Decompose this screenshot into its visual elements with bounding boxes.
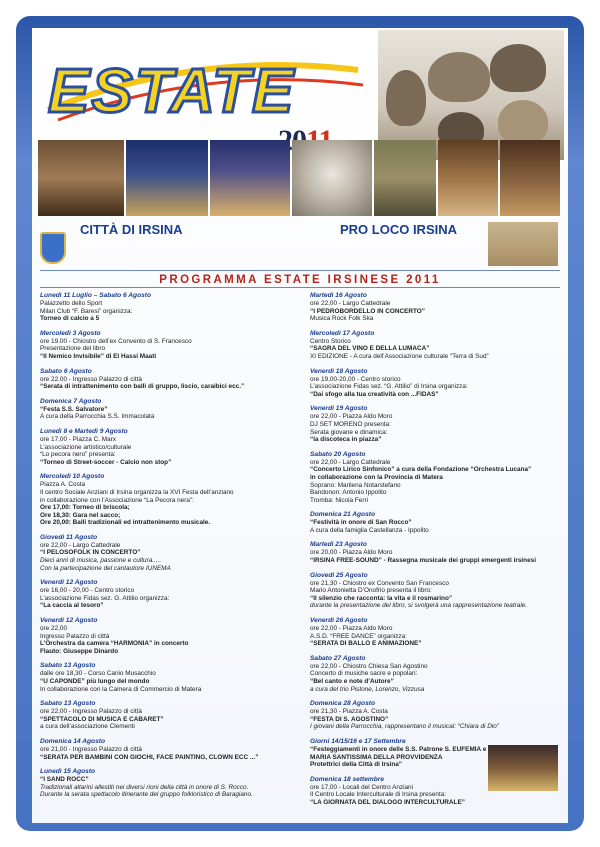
event-entry [310,572,560,610]
event-date: Domenica 21 Agosto [310,511,375,519]
event-line: Durante la serata spettacolo itinerante del gruppo folkloristico di Baragiano. [40,791,253,799]
estate-logo [38,40,368,130]
event-date: Giovedì 25 Agosto [310,571,368,579]
event-line: “La caccia al tesoro” [40,602,104,610]
event-line: “Bel canto e note d’Autore” [310,678,394,685]
event-entry [310,330,560,361]
event-line: “SERATA PER BAMBINI CON GIOCHI, FACE PAINTING, CLOWN ECC ...” [40,753,259,761]
event-date: Martedì 23 Agosto [310,541,367,549]
event-date: Domenica 18 settembre [310,775,385,783]
event-line: Palazzetto dello Sport [40,300,103,307]
event-entry [310,655,560,693]
programme-banner: PROGRAMMA ESTATE IRSINESE 2011 [40,270,560,288]
photo-cathedral-night [210,140,290,216]
event-line: Con la partecipazione del cantautore IUNEMA [40,564,171,572]
event-line: Flauto: Giuseppe Dinardo [40,647,119,655]
event-date: Mercoledì 17 Agosto [310,329,375,337]
event-line: Ore 20,00: Balli tradizionali ed intrattenimento musicale. [40,519,211,527]
event-entry [310,700,560,731]
event-line: ore 22,00 - Chiostro Chiesa San Agostino [310,662,428,670]
event-line: A cura della famiglia Castellanza - Ippolito [310,526,429,534]
event-date: Venerdì 12 Agosto [40,617,98,625]
event-date: Domenica 7 Agosto [40,397,102,405]
photo-stairs [438,140,498,216]
event-line: A.S.D. “FREE DANCE” organizza: [310,632,407,640]
event-line: Centro Storico [310,337,351,345]
event-line: ore 21,30 - Piazza A. Costa [310,708,388,716]
event-line: “I SAND ROCC” [40,776,89,784]
event-line: MARIA SANTISSIMA DELLA PROVVIDENZA [310,753,443,761]
event-line: ore 17,00 - Piazza C. Marx [40,435,117,443]
event-line: “SAGRA DEL VINO E DELLA LUMACA” [310,345,430,353]
event-line: ore 22,00 - Largo Cattedrale [310,300,391,307]
event-date: Lunedì 15 Agosto [40,768,96,776]
event-entry [310,511,560,534]
event-line: “SPETTACOLO DI MUSICA E CABARET” [40,715,164,723]
event-line: “Torneo di Street-soccer - Calcio non stop” [40,458,172,466]
event-line: Ingresso Palazzo di città [40,632,110,640]
event-line: “IRSINA FREE-SOUND” - Rassegna musicale dei gruppi emergenti irsinesi [310,557,536,565]
event-entry [40,292,290,323]
event-line: Piazza A. Costa [40,481,86,489]
event-line: L’associazione artistico/culturale [40,443,132,451]
event-date: Venerdì 19 Agosto [310,405,368,413]
event-entry [40,330,290,361]
event-date: Domenica 28 Agosto [310,700,375,708]
event-date: Venerdì 12 Agosto [40,579,98,587]
event-line: Mario Antonietta D’Onofrio presenta il libro: [310,587,432,595]
event-line: “I PELOSOFOLK IN CONCERTO” [40,549,141,557]
event-line: ore 22,00 - Piazza Aldo Moro [310,625,393,633]
event-line: “Serata di intrattenimento con balli di gruppo, liscio, caraibici ecc.” [40,383,245,391]
event-line: L’associazione Fidas sez. G. Attilio organizza: [40,594,170,602]
event-date: Mercoledì 3 Agosto [40,329,101,337]
event-entry [40,738,290,761]
event-entry [40,368,290,391]
event-date: Sabato 27 Agosto [310,654,366,662]
procession-photo [488,745,558,791]
event-line: ore 20,00 - Piazza Aldo Moro [310,549,393,557]
event-date: Venerdì 18 Agosto [310,367,368,375]
proloco-title: PRO LOCO IRSINA [340,222,458,237]
event-entry [40,662,290,693]
event-line: ore 19,00-20,00 - Centro storico [310,375,401,383]
event-line: A cura della Parrocchia S.S. Immacolata [40,413,155,421]
photo-relief [292,140,372,216]
event-line: “I PEDROBORDELLO IN CONCERTO” [310,307,425,315]
event-line: “Il silenzio che racconta: la vita e il rosmarino” [310,594,453,602]
event-entry [40,700,290,731]
event-line: durante la presentazione del libro, si svolgerà una rappresentazione teatrale. [310,602,528,610]
event-line: Torneo di calcio a 5 [40,315,100,323]
church-photo [488,222,558,266]
event-line: L’Orchestra da camera “HARMONIA” in concerto [40,640,189,648]
event-line: dalle ore 18,30 - Corso Canio Musacchio [40,670,156,678]
event-line: “Dai sfogo alla tua creatività con ...FIDAS” [310,390,439,398]
event-date: Mercoledì 10 Agosto [40,473,105,481]
event-line: Bandonon: Antonio Ippolito [310,489,387,497]
event-line: in collaborazione con l’Associazione “La Pecora nera”: [40,496,194,504]
event-line: “U CAPONDE” più lungo del mondo [40,678,150,685]
event-line: Serata giovane e dinamica: [310,428,388,436]
event-line: “Festa S.S. Salvatore” [40,405,108,413]
event-line: “Festeggiamenti in onore delle S.S. Patrone S. EUFEMIA e [310,745,487,753]
event-line: ore 21,00 - Ingresso Palazzo di città [40,745,142,753]
events-left-column [40,292,290,806]
event-entry [310,541,560,564]
photo-night-street [126,140,208,216]
event-line: DJ SET MORENO presenta: [310,420,391,428]
event-line: Ore 17,00: Torneo di briscola; [40,504,130,512]
logo-text: ESTATE [48,57,296,126]
event-entry [40,428,290,466]
event-date: Sabato 13 Agosto [40,700,96,708]
event-line: Dieci anni di musica, passione e cultura..... [40,557,162,565]
event-line: “Lo pecora nero” presenta: [40,451,116,459]
event-line: ore 22,00 - Ingresso Palazzo di città [40,708,142,716]
event-line: “Il Nemico Invisibile” di El Hassi Maati [40,352,157,360]
event-date: Sabato 13 Agosto [40,662,96,670]
event-line: a cura del trio Pistone, Lorenzo, Vizzusa [310,685,425,693]
event-line: “FESTA DI S. AGOSTINO” [310,715,389,723]
event-entry [310,368,560,399]
event-date: Giovedì 11 Agosto [40,533,98,541]
event-line: ore 22.00 - Ingresso Palazzo di città [40,375,142,383]
event-entry [40,534,290,572]
event-line: Protettrici della Città di Irsina” [310,761,402,769]
event-date: Venerdì 26 Agosto [310,617,368,625]
event-line: XI EDIZIONE - A cura dell’Associazione culturale “Terra di Sud” [310,352,489,360]
event-line: Tradizionali altarini allestiti nei diversi rioni della città in onore di S. Rocco. [40,783,249,791]
event-entry [40,617,290,655]
event-date: Giorni 14/15/16 e 17 Settembre [310,737,406,745]
event-line: Milan Club “F. Baresi” organizza: [40,307,133,315]
event-line: ore 22,00 - Largo Cattedrale [40,541,121,549]
event-entry [40,579,290,610]
event-entry [40,398,290,421]
event-entry [40,473,290,527]
event-line: ore 17,00 - Locali del Centro Anziani [310,783,414,791]
event-line: Tromba: Nicola Ferri [310,496,368,504]
event-line: “SERATA DI BALLO E ANIMAZIONE” [310,640,422,648]
event-line: “la discoteca in piazza” [310,436,382,444]
event-line: ore 16,00 - 20,00 - Centro storico [40,587,135,595]
city-title: CITTÀ DI IRSINA [80,222,183,237]
event-line: Soprano: Marilena Notarstefano [310,481,401,489]
event-line: Il Centro Locale Interculturale di Irsina presenta: [310,791,447,799]
photo-tower [374,140,436,216]
event-entry [310,451,560,505]
event-entry [310,617,560,648]
event-entry [310,292,560,323]
events-right-column [310,292,560,814]
event-line: in collaborazione con la Provincia di Matera [310,473,443,481]
event-line: L’associazione Fidas sez. “G. Attilio” di Irsina organizza: [310,383,468,391]
event-line: ore 22,00 - Piazza Aldo Moro [310,413,393,421]
event-line: “LA GIORNATA DEL DIALOGO INTERCULTURALE” [310,798,465,806]
event-date: Lunedì 11 Luglio – Sabato 6 Agosto [40,292,152,299]
photo-corridor [500,140,560,216]
event-line: ore 21,30 - Chiostro ex Convento San Francesco [310,579,449,587]
event-line: “Festività in onore di San Rocco” [310,519,412,527]
event-entry [310,405,560,443]
event-line: ore 22,00 - Largo Cattedrale [310,458,391,466]
event-date: Sabato 20 Agosto [310,450,366,458]
photo-statue [38,140,124,216]
event-line: Presentazione del libro [40,345,106,353]
event-line: Ore 18,30: Gara nel sacco; [40,511,121,519]
event-line: Il centro Sociale Anziani di Irsina organizza la XVI Festa dell’anziano [40,488,234,496]
event-line: Concerto di musiche sacre e popolari: [310,670,418,678]
event-entry [40,768,290,799]
event-line: In collaborazione con la Camera di Commercio di Matera [40,685,202,693]
event-date: Domenica 14 Agosto [40,737,105,745]
event-line: ore 19.00 - Chiostro dell’ex Convento di S. Francesco [40,337,192,345]
event-line: ore 22,00 [40,625,68,633]
city-crest-icon [40,232,66,264]
event-date: Lunedì 8 e Martedì 9 Agosto [40,427,128,435]
event-date: Martedì 16 Agosto [310,292,367,299]
event-line: I giovani della Parrocchia, rappresentano il musical: “Chiara di Dio” [310,723,499,731]
event-line: Musica Rock Folk Ska [310,315,374,323]
event-line: “Concerto Lirico Sinfonico” a cura della Fondazione “Orchestra Lucana” [310,466,532,474]
event-line: a cura dell’associazione Clementi [40,723,135,731]
event-date: Sabato 6 Agosto [40,367,92,375]
